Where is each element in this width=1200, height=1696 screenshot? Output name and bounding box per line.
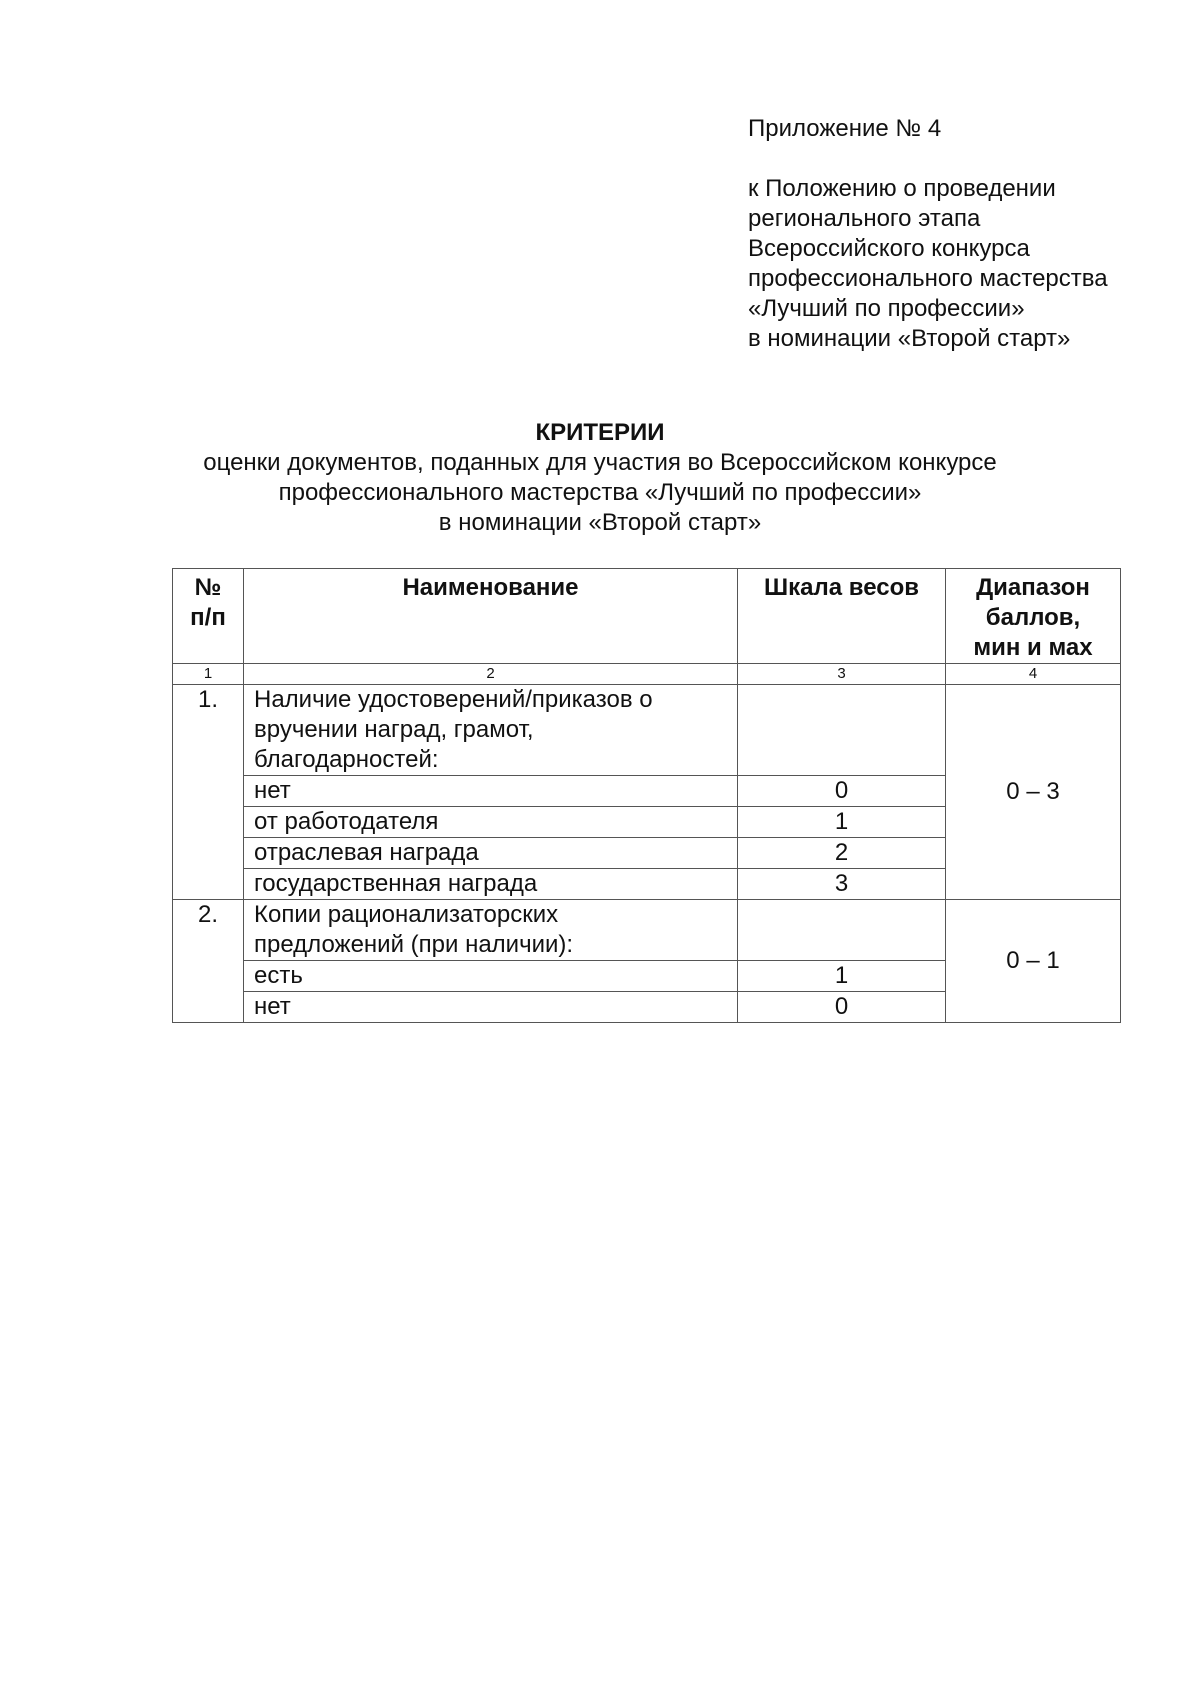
document-subtitle-line: оценки документов, поданных для участия во Всероссийском конкурсе xyxy=(203,449,997,476)
option-label: государственная награда xyxy=(244,869,738,900)
header-num-line: № xyxy=(194,574,222,601)
criterion-title-weight xyxy=(738,900,946,961)
criterion-title-line: благодарностей: xyxy=(254,746,439,773)
column-number: 2 xyxy=(244,664,738,685)
appendix-line: Всероссийского конкурса xyxy=(748,235,1030,262)
header-num-line: п/п xyxy=(190,604,226,631)
column-number: 1 xyxy=(173,664,244,685)
option-weight: 0 xyxy=(738,992,946,1023)
appendix-line: к Положению о проведении xyxy=(748,175,1056,202)
option-label: нет xyxy=(244,776,738,807)
header-row xyxy=(173,569,1121,664)
option-weight: 1 xyxy=(738,807,946,838)
option-label: нет xyxy=(244,992,738,1023)
document-subtitle-line: в номинации «Второй старт» xyxy=(438,509,762,536)
criterion-title xyxy=(244,900,738,961)
column-number-row xyxy=(173,664,1121,685)
criterion-range: 0 – 3 xyxy=(946,685,1121,900)
appendix-block xyxy=(748,114,1188,354)
appendix-line: «Лучший по профессии» xyxy=(748,295,1025,322)
appendix-number: Приложение № 4 xyxy=(748,115,942,142)
option-weight: 1 xyxy=(738,961,946,992)
option-label: есть xyxy=(244,961,738,992)
appendix-line: в номинации «Второй старт» xyxy=(748,325,1071,352)
header-weight: Шкала весов xyxy=(738,569,946,664)
document-heading xyxy=(0,418,1200,538)
criterion-title-line: Наличие удостоверений/приказов о xyxy=(254,686,653,713)
document-title: КРИТЕРИИ xyxy=(535,419,665,446)
criterion-number: 1. xyxy=(173,685,244,900)
criterion-row xyxy=(173,900,1121,961)
column-number: 4 xyxy=(946,664,1121,685)
header-range-line: баллов, xyxy=(985,604,1081,631)
criterion-title-line: предложений (при наличии): xyxy=(254,931,574,958)
option-weight: 0 xyxy=(738,776,946,807)
option-weight: 2 xyxy=(738,838,946,869)
criterion-title-weight xyxy=(738,685,946,776)
option-label: от работодателя xyxy=(244,807,738,838)
criterion-range: 0 – 1 xyxy=(946,900,1121,1023)
option-weight: 3 xyxy=(738,869,946,900)
header-range-line: мин и мах xyxy=(973,634,1093,661)
column-number: 3 xyxy=(738,664,946,685)
header-name: Наименование xyxy=(244,569,738,664)
criteria-table xyxy=(172,568,1121,1023)
document-subtitle-line: профессионального мастерства «Лучший по профессии» xyxy=(278,479,922,506)
criterion-row xyxy=(173,685,1121,776)
header-num xyxy=(173,569,244,664)
criterion-title xyxy=(244,685,738,776)
header-range-line: Диапазон xyxy=(976,574,1090,601)
header-range xyxy=(946,569,1121,664)
option-label: отраслевая награда xyxy=(244,838,738,869)
criterion-title-line: Копии рационализаторских xyxy=(254,901,559,928)
criterion-title-line: вручении наград, грамот, xyxy=(254,716,534,743)
appendix-line: профессионального мастерства xyxy=(748,265,1108,292)
appendix-line: регионального этапа xyxy=(748,205,981,232)
criterion-number: 2. xyxy=(173,900,244,1023)
